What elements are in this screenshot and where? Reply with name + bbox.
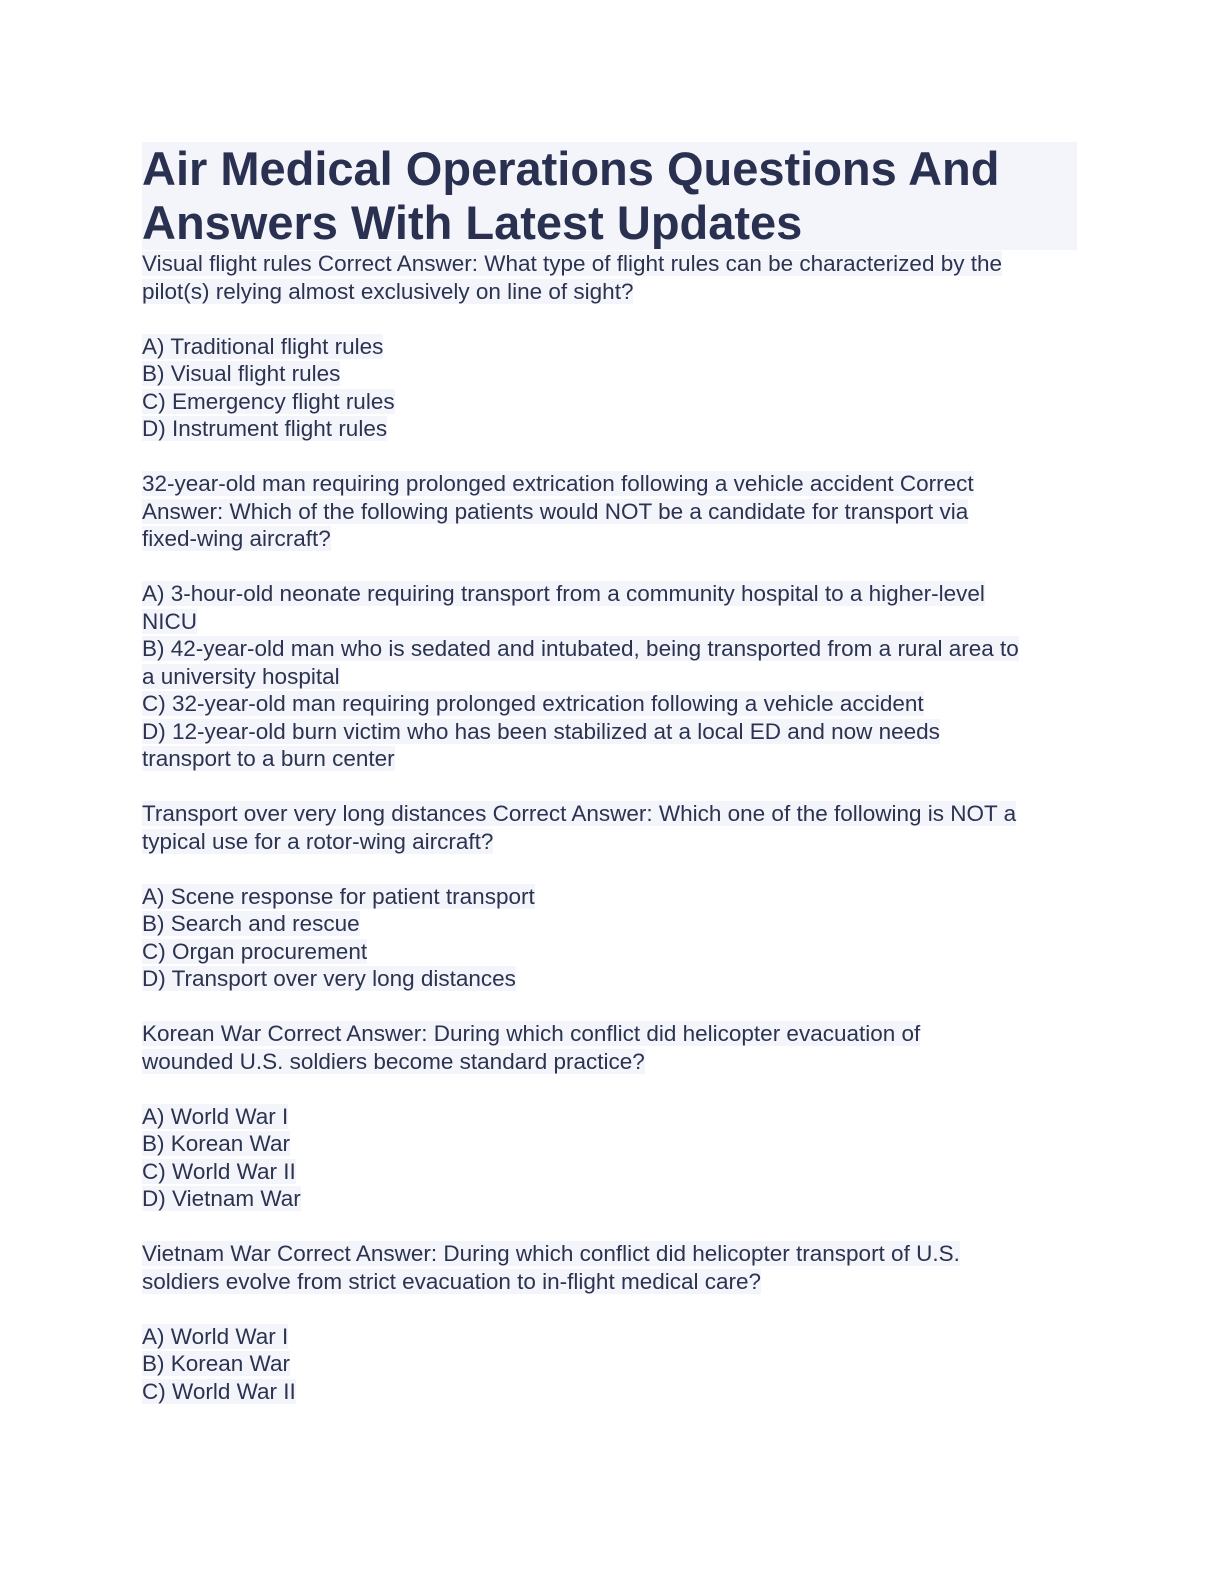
question-block [142,1020,1077,1240]
question-prompt [142,250,1077,305]
answer-option: C) 32-year-old man requiring prolonged extrication following a vehicle accident [142,691,924,716]
question-text-line: wounded U.S. soldiers become standard practice? [142,1048,645,1074]
answer-option: A) World War I [142,1323,289,1349]
question-text-line: Vietnam War Correct Answer: During which conflict did helicopter transport of U.S. [142,1241,960,1266]
question-text-line: pilot(s) relying almost exclusively on line of sight? [142,278,634,304]
answer-option: B) 42-year-old man who is sedated and intubated, being transported from a rural area to [142,636,1019,661]
question-prompt [142,1020,1077,1075]
answer-option: B) Search and rescue [142,911,360,936]
answer-option: a university hospital [142,663,340,689]
answer-option: D) Transport over very long distances [142,966,516,991]
question-text-line: typical use for a rotor-wing aircraft? [142,828,494,854]
question-text-line: Korean War Correct Answer: During which conflict did helicopter evacuation of [142,1021,921,1046]
question-text-line: Visual flight rules Correct Answer: What type of flight rules can be characterized by the [142,251,1002,276]
answer-option: A) Scene response for patient transport [142,883,535,909]
answer-option: NICU [142,608,197,634]
answer-option: C) World War II [142,1378,296,1404]
answer-option: transport to a burn center [142,746,395,771]
question-block [142,250,1077,470]
question-text-line: fixed-wing aircraft? [142,526,331,551]
question-prompt [142,800,1077,855]
answer-option: C) World War II [142,1158,296,1184]
answer-option: D) Vietnam War [142,1186,301,1211]
question-text-line: soldiers evolve from strict evacuation to in-flight medical care? [142,1268,762,1294]
answer-options [142,580,1077,773]
answer-option: A) World War I [142,1103,289,1129]
question-text-line: Transport over very long distances Correct Answer: Which one of the following is NOT a [142,801,1017,826]
answer-option: A) Traditional flight rules [142,333,384,359]
title-line: Answers With Latest Updates [142,196,803,249]
document-page [142,142,1077,1405]
answer-option: A) 3-hour-old neonate requiring transport from a community hospital to a higher-level [142,581,985,606]
answer-options [142,1103,1077,1213]
question-text-line: 32-year-old man requiring prolonged extrication following a vehicle accident Correct [142,471,974,496]
answer-option: D) 12-year-old burn victim who has been stabilized at a local ED and now needs [142,718,940,744]
question-prompt [142,1240,1077,1295]
question-block [142,470,1077,800]
answer-options [142,883,1077,993]
answer-option: C) Organ procurement [142,938,368,964]
answer-option: C) Emergency flight rules [142,388,395,414]
answer-options [142,1323,1077,1406]
question-prompt [142,470,1077,553]
answer-options [142,333,1077,443]
answer-option: B) Visual flight rules [142,361,341,386]
document-title [142,142,1077,250]
answer-option: D) Instrument flight rules [142,416,388,441]
question-block [142,800,1077,1020]
answer-option: B) Korean War [142,1351,290,1376]
title-line: Air Medical Operations Questions And [142,142,1000,195]
answer-option: B) Korean War [142,1131,290,1156]
question-text-line: Answer: Which of the following patients would NOT be a candidate for transport via [142,498,969,524]
question-block [142,1240,1077,1405]
